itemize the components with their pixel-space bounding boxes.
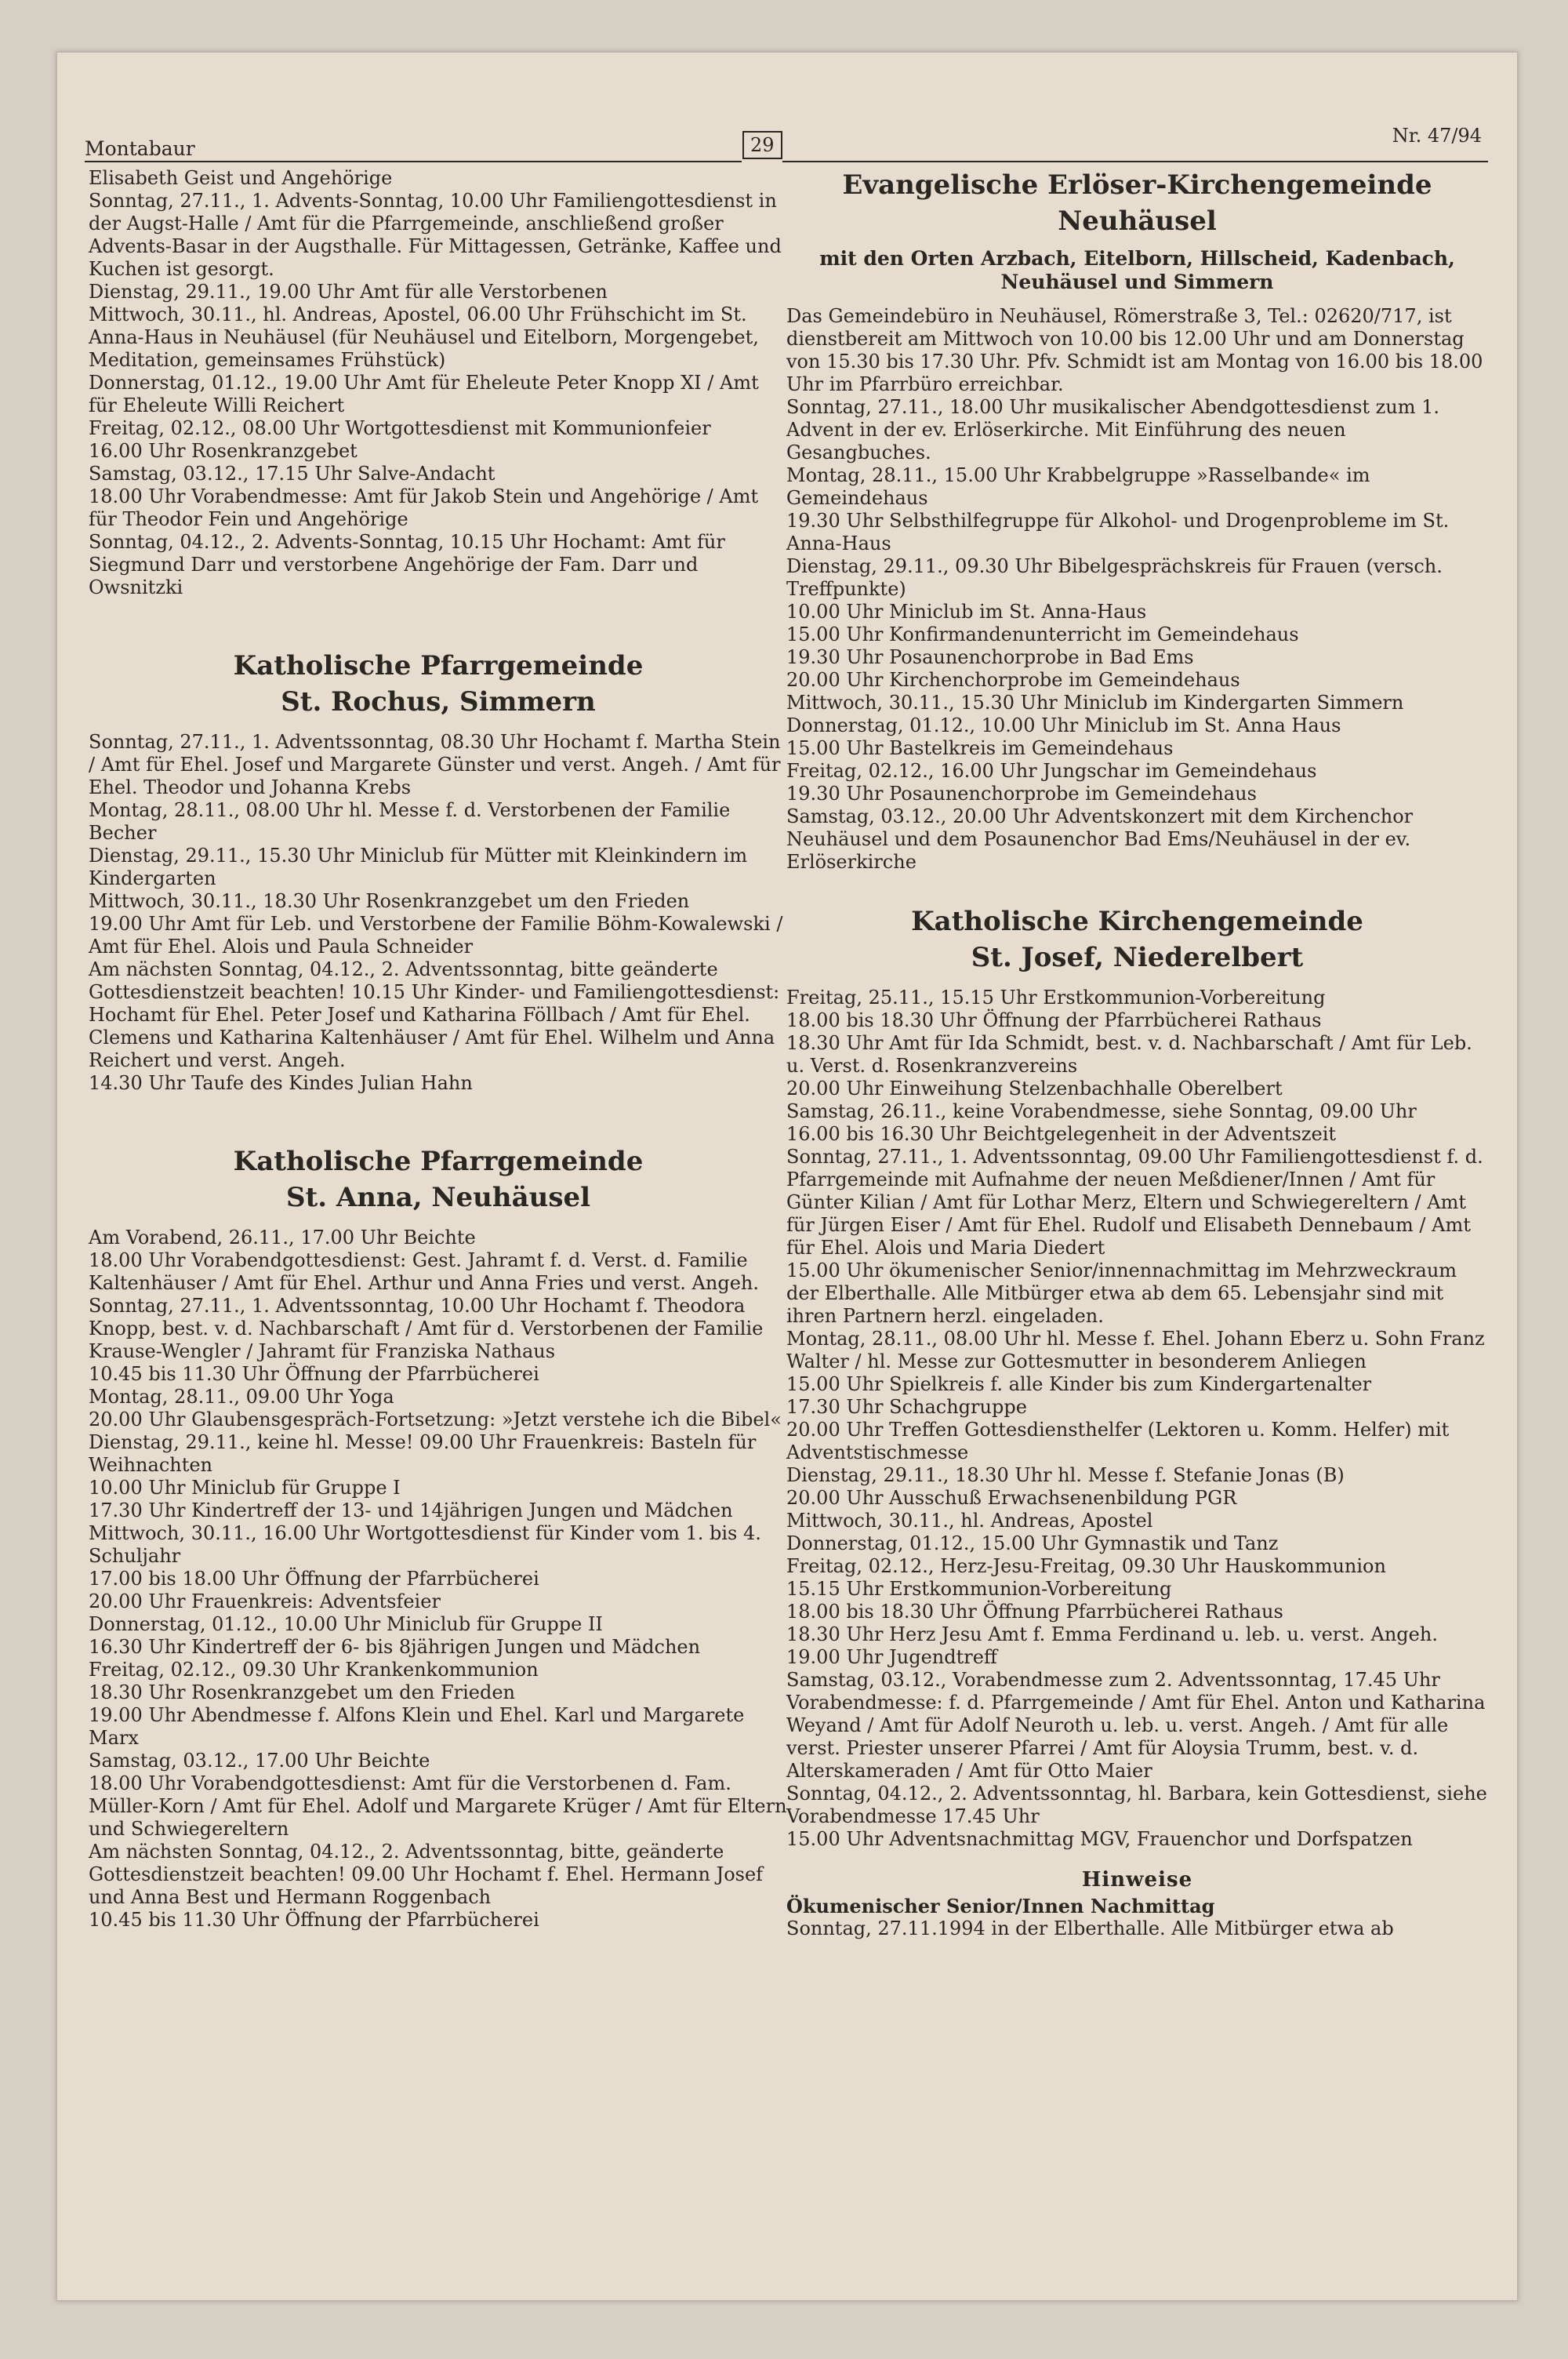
text-line: 15.00 Uhr Konfirmandenunterricht im Gemeindehaus [786, 623, 1299, 645]
text-line: Dienstag, 29.11., keine hl. Messe! 09.00 Uhr Frauenkreis: Basteln für Weihnachten [89, 1431, 757, 1476]
text-line: 20.00 Uhr Ausschuß Erwachsenenbildung PGR [786, 1487, 1237, 1509]
notices-title: Ökumenischer Senior/Innen Nachmittag [786, 1895, 1215, 1917]
text-line: 15.00 Uhr Bastelkreis im Gemeindehaus [786, 737, 1174, 759]
text-line: 18.30 Uhr Rosenkranzgebet um den Frieden [89, 1681, 515, 1703]
section-subtitle-rochus: St. Rochus, Simmern [281, 686, 596, 718]
text-line: 10.00 Uhr Miniclub im St. Anna-Haus [786, 601, 1147, 623]
text-line: 17.30 Uhr Kindertreff der 13- und 14jährigen Jungen und Mädchen [89, 1499, 733, 1521]
text-line: Montag, 28.11., 08.00 Uhr hl. Messe f. d. Verstorbenen der Familie Becher [89, 799, 731, 844]
text-line: 20.00 Uhr Glaubensgespräch-Fortsetzung: »Jetzt verstehe ich die Bibel« [89, 1408, 782, 1430]
section-title-anna: Katholische Pfarrgemeinde [233, 1146, 644, 1177]
text-line: 20.00 Uhr Frauenkreis: Adventsfeier [89, 1590, 441, 1612]
text-line: 16.00 Uhr Rosenkranzgebet [89, 440, 358, 462]
text-line: 19.30 Uhr Selbsthilfegruppe für Alkohol- und Drogenprobleme im St. Anna-Haus [786, 510, 1450, 554]
text-line: 15.15 Uhr Erstkommunion-Vorbereitung [786, 1578, 1172, 1600]
header-place: Montabaur [85, 137, 195, 160]
text-line: 18.30 Uhr Herz Jesu Amt f. Emma Ferdinand u. leb. u. verst. Angeh. [786, 1623, 1438, 1645]
notices-label: Hinweise [1081, 1868, 1193, 1892]
text-line: 20.00 Uhr Treffen Gottesdiensthelfer (Lektoren u. Komm. Helfer) mit Adventstischmesse [786, 1419, 1450, 1463]
text-line: 19.00 Uhr Amt für Leb. und Verstorbene der Familie Böhm-Kowalewski / Amt für Ehel. Alois und Paula Schneider [89, 913, 783, 958]
text-line: Freitag, 02.12., Herz-Jesu-Freitag, 09.30 Uhr Hauskommunion [786, 1555, 1386, 1577]
text-line: 18.00 bis 18.30 Uhr Öffnung Pfarrbücherei Rathaus [786, 1601, 1283, 1623]
text-line: 16.00 bis 16.30 Uhr Beichtgelegenheit in der Adventszeit [786, 1123, 1337, 1145]
text-line: 20.00 Uhr Einweihung Stelzenbachhalle Oberelbert [786, 1078, 1283, 1100]
text-line: 10.45 bis 11.30 Uhr Öffnung der Pfarrbücherei [89, 1909, 539, 1931]
text-line: Am nächsten Sonntag, 04.12., 2. Adventssonntag, bitte, geänderte Gottesdienstzeit beachten! 09.00 Uhr Hochamt f. Ehel. Hermann Josef und Anna Best und Hermann Roggenbach [89, 1841, 764, 1908]
text-line: Sonntag, 27.11., 1. Adventssonntag, 08.30 Uhr Hochamt f. Martha Stein / Amt für Ehel. Josef und Margarete Günster und verst. Angeh. / Amt für Ehel. Theodor und Johanna Krebs [89, 731, 781, 798]
text-line: 16.30 Uhr Kindertreff der 6- bis 8jährigen Jungen und Mädchen [89, 1636, 701, 1658]
text-line: Am Vorabend, 26.11., 17.00 Uhr Beichte [89, 1227, 476, 1249]
text-line: Sonntag, 04.12., 2. Adventssonntag, hl. Barbara, kein Gottesdienst, siehe Vorabendmesse 17.45 Uhr [786, 1783, 1487, 1827]
text-line: Sonntag, 04.12., 2. Advents-Sonntag, 10.15 Uhr Hochamt: Amt für Siegmund Darr und verstorbene Angehörige der Fam. Darr und Owsnitzki [89, 531, 725, 598]
text-line: 17.00 bis 18.00 Uhr Öffnung der Pfarrbücherei [89, 1568, 539, 1590]
text-line: Samstag, 26.11., keine Vorabendmesse, siehe Sonntag, 09.00 Uhr [786, 1100, 1417, 1122]
text-line: 19.00 Uhr Jugendtreff [786, 1646, 997, 1668]
text-line: Samstag, 03.12., 17.15 Uhr Salve-Andacht [89, 463, 495, 485]
text-line: Samstag, 03.12., Vorabendmesse zum 2. Adventssonntag, 17.45 Uhr Vorabendmesse: f. d. Pfarrgemeinde / Amt für Ehel. Anton und Katharina Weyand / Amt für Adolf Neuroth u. leb. u. verst. Angeh. / Amt für alle verst. Priester unserer Pfarrei / Amt für Aloysia Trumm, best. v. d. Alterskameraden / Amt für Otto Maier [786, 1669, 1486, 1782]
text-line: Donnerstag, 01.12., 10.00 Uhr Miniclub im St. Anna Haus [786, 714, 1341, 736]
section-title-rochus: Katholische Pfarrgemeinde [233, 650, 644, 682]
text-line: Montag, 28.11., 15.00 Uhr Krabbelgruppe »Rasselbande« im Gemeindehaus [786, 464, 1370, 509]
text-line: 10.45 bis 11.30 Uhr Öffnung der Pfarrbücherei [89, 1363, 539, 1385]
text-line: 18.00 Uhr Vorabendmesse: Amt für Jakob Stein und Angehörige / Amt für Theodor Fein und Angehörige [89, 485, 759, 530]
right-column [786, 167, 1488, 1940]
text-line: 18.00 bis 18.30 Uhr Öffnung der Pfarrbücherei Rathaus [786, 1009, 1322, 1031]
text-line: Dienstag, 29.11., 15.30 Uhr Miniclub für Mütter mit Kleinkindern im Kindergarten [89, 845, 748, 889]
text-line: Am nächsten Sonntag, 04.12., 2. Adventssonntag, bitte geänderte Gottesdienstzeit beachten! 10.15 Uhr Kinder- und Familiengottesdienst: Hochamt für Ehel. Peter Josef und Katharina Föllbach / Amt für Ehel. Clemens und Katharina Kaltenhäuser / Amt für Ehel. Wilhelm und Anna Reichert und verst. Angeh. [89, 958, 780, 1071]
text-line: 14.30 Uhr Taufe des Kindes Julian Hahn [89, 1072, 473, 1094]
text-line: Das Gemeindebüro in Neuhäusel, Römerstraße 3, Tel.: 02620/717, ist dienstbereit am Mittwoch von 10.00 bis 12.00 Uhr und am Donnerstag von 15.30 bis 17.30 Uhr. Pfv. Schmidt ist am Montag von 16.00 bis 18.00 Uhr im Pfarrbüro erreichbar. [786, 305, 1483, 395]
issue-number: Nr. 47/94 [1392, 125, 1482, 147]
text-line: Donnerstag, 01.12., 15.00 Uhr Gymnastik und Tanz [786, 1532, 1279, 1554]
text-line: 18.00 Uhr Vorabendgottesdienst: Gest. Jahramt f. d. Verst. d. Familie Kaltenhäuser / Amt für Ehel. Arthur und Anna Fries und verst. Angeh. [89, 1249, 759, 1294]
text-line: Mittwoch, 30.11., 16.00 Uhr Wortgottesdienst für Kinder vom 1. bis 4. Schuljahr [89, 1522, 761, 1567]
header-rule-left [85, 161, 742, 162]
section-title-ev: Evangelische Erlöser-Kirchengemeinde Neuhäusel [842, 169, 1432, 237]
text-line: 19.30 Uhr Posaunenchorprobe im Gemeindehaus [786, 783, 1257, 805]
text-line: Freitag, 02.12., 16.00 Uhr Jungschar im Gemeindehaus [786, 760, 1317, 782]
text-line: 17.30 Uhr Schachgruppe [786, 1396, 1027, 1418]
text-line: Sonntag, 27.11., 1. Adventssonntag, 10.00 Uhr Hochamt f. Theodora Knopp, best. v. d. Nachbarschaft / Amt für d. Verstorbenen der Familie Krause-Wengler / Jahramt für Franziska Nathaus [89, 1295, 764, 1362]
text-line: Montag, 28.11., 08.00 Uhr hl. Messe f. Ehel. Johann Eberz u. Sohn Franz Walter / hl. Messe zur Gottesmutter in besonderem Anliegen [786, 1328, 1485, 1372]
text-line: Samstag, 03.12., 20.00 Uhr Adventskonzert mit dem Kirchenchor Neuhäusel und dem Posaunenchor Bad Ems/Neuhäusel in der ev. Erlöserkirche [786, 805, 1414, 873]
text-line: Samstag, 03.12., 17.00 Uhr Beichte [89, 1750, 430, 1772]
text-line: Dienstag, 29.11., 09.30 Uhr Bibelgesprächskreis für Frauen (versch. Treffpunkte) [786, 555, 1443, 600]
text-line: 15.00 Uhr Spielkreis f. alle Kinder bis zum Kindergartenalter [786, 1373, 1372, 1395]
text-line: 19.00 Uhr Abendmesse f. Alfons Klein und Ehel. Karl und Margarete Marx [89, 1704, 745, 1749]
page-number: 29 [742, 131, 782, 159]
left-column [89, 167, 788, 1932]
text-line: Mittwoch, 30.11., hl. Andreas, Apostel, 06.00 Uhr Frühschicht im St. Anna-Haus in Neuhäusel (für Neuhäusel und Eitelborn, Morgengebet, Meditation, gemeinsames Frühstück) [89, 304, 759, 371]
section-subhead-ev: mit den Orten Arzbach, Eitelborn, Hillscheid, Kadenbach, Neuhäusel und Simmern [819, 247, 1455, 293]
text-line: Sonntag, 27.11., 18.00 Uhr musikalischer Abendgottesdienst zum 1. Advent in der ev. Erlöserkirche. Mit Einführung des neuen Gesangbuches. [786, 396, 1440, 463]
text-line: 20.00 Uhr Kirchenchorprobe im Gemeindehaus [786, 669, 1240, 691]
text-line: Freitag, 02.12., 09.30 Uhr Krankenkommunion [89, 1659, 539, 1681]
newspaper-page [56, 52, 1518, 2301]
notices-text: Sonntag, 27.11.1994 in der Elberthalle. Alle Mitbürger etwa ab [786, 1917, 1394, 1939]
section-title-josef: Katholische Kirchengemeinde [911, 906, 1363, 937]
text-line: Elisabeth Geist und Angehörige [89, 167, 393, 189]
text-line: Mittwoch, 30.11., 18.30 Uhr Rosenkranzgebet um den Frieden [89, 890, 690, 912]
header-rule-right [782, 161, 1488, 162]
text-line: Donnerstag, 01.12., 19.00 Uhr Amt für Eheleute Peter Knopp XI / Amt für Eheleute Willi Reichert [89, 372, 759, 416]
text-line: Dienstag, 29.11., 18.30 Uhr hl. Messe f. Stefanie Jonas (B) [786, 1464, 1345, 1486]
text-line: Freitag, 02.12., 08.00 Uhr Wortgottesdienst mit Kommunionfeier [89, 417, 711, 439]
section-subtitle-josef: St. Josef, Niederelbert [971, 942, 1304, 973]
text-line: 18.30 Uhr Amt für Ida Schmidt, best. v. d. Nachbarschaft / Amt für Leb. u. Verst. d. Rosenkranzvereins [786, 1032, 1472, 1077]
text-line: Sonntag, 27.11., 1. Adventssonntag, 09.00 Uhr Familiengottesdienst f. d. Pfarrgemeinde mit Aufnahme der neuen Meßdiener/Innen / Amt für Günter Kilian / Amt für Lothar Merz, Eltern und Schwiegereltern / Amt für Jürgen Eiser / Amt für Ehel. Rudolf und Elisabeth Dennebaum / Amt für Ehel. Alois und Maria Diedert [786, 1146, 1483, 1259]
text-line: Donnerstag, 01.12., 10.00 Uhr Miniclub für Gruppe II [89, 1613, 603, 1635]
text-line: 15.00 Uhr Adventsnachmittag MGV, Frauenchor und Dorfspatzen [786, 1828, 1413, 1850]
text-line: 19.30 Uhr Posaunenchorprobe in Bad Ems [786, 646, 1194, 668]
text-line: 10.00 Uhr Miniclub für Gruppe I [89, 1477, 401, 1499]
text-line: Montag, 28.11., 09.00 Uhr Yoga [89, 1386, 394, 1408]
text-line: 15.00 Uhr ökumenischer Senior/innennachmittag im Mehrzweckraum der Elberthalle. Alle Mitbürger etwa ab dem 65. Lebensjahr sind mit ihren Partnern herzl. eingeladen. [786, 1259, 1457, 1327]
text-line: Dienstag, 29.11., 19.00 Uhr Amt für alle Verstorbenen [89, 281, 608, 303]
text-line: 18.00 Uhr Vorabendgottesdienst: Amt für die Verstorbenen d. Fam. Müller-Korn / Amt für Ehel. Adolf und Margarete Krüger / Amt für Eltern und Schwiegereltern [89, 1772, 787, 1840]
text-line: Mittwoch, 30.11., 15.30 Uhr Miniclub im Kindergarten Simmern [786, 692, 1404, 714]
text-line: Mittwoch, 30.11., hl. Andreas, Apostel [786, 1510, 1153, 1532]
section-subtitle-anna: St. Anna, Neuhäusel [285, 1182, 591, 1213]
text-line: Sonntag, 27.11., 1. Advents-Sonntag, 10.00 Uhr Familiengottesdienst in der Augst-Halle / Amt für die Pfarrgemeinde, anschließend großer Advents-Basar in der Augsthalle. Für Mittagessen, Getränke, Kaffee und Kuchen ist gesorgt. [89, 190, 782, 280]
text-line: Freitag, 25.11., 15.15 Uhr Erstkommunion-Vorbereitung [786, 987, 1326, 1009]
